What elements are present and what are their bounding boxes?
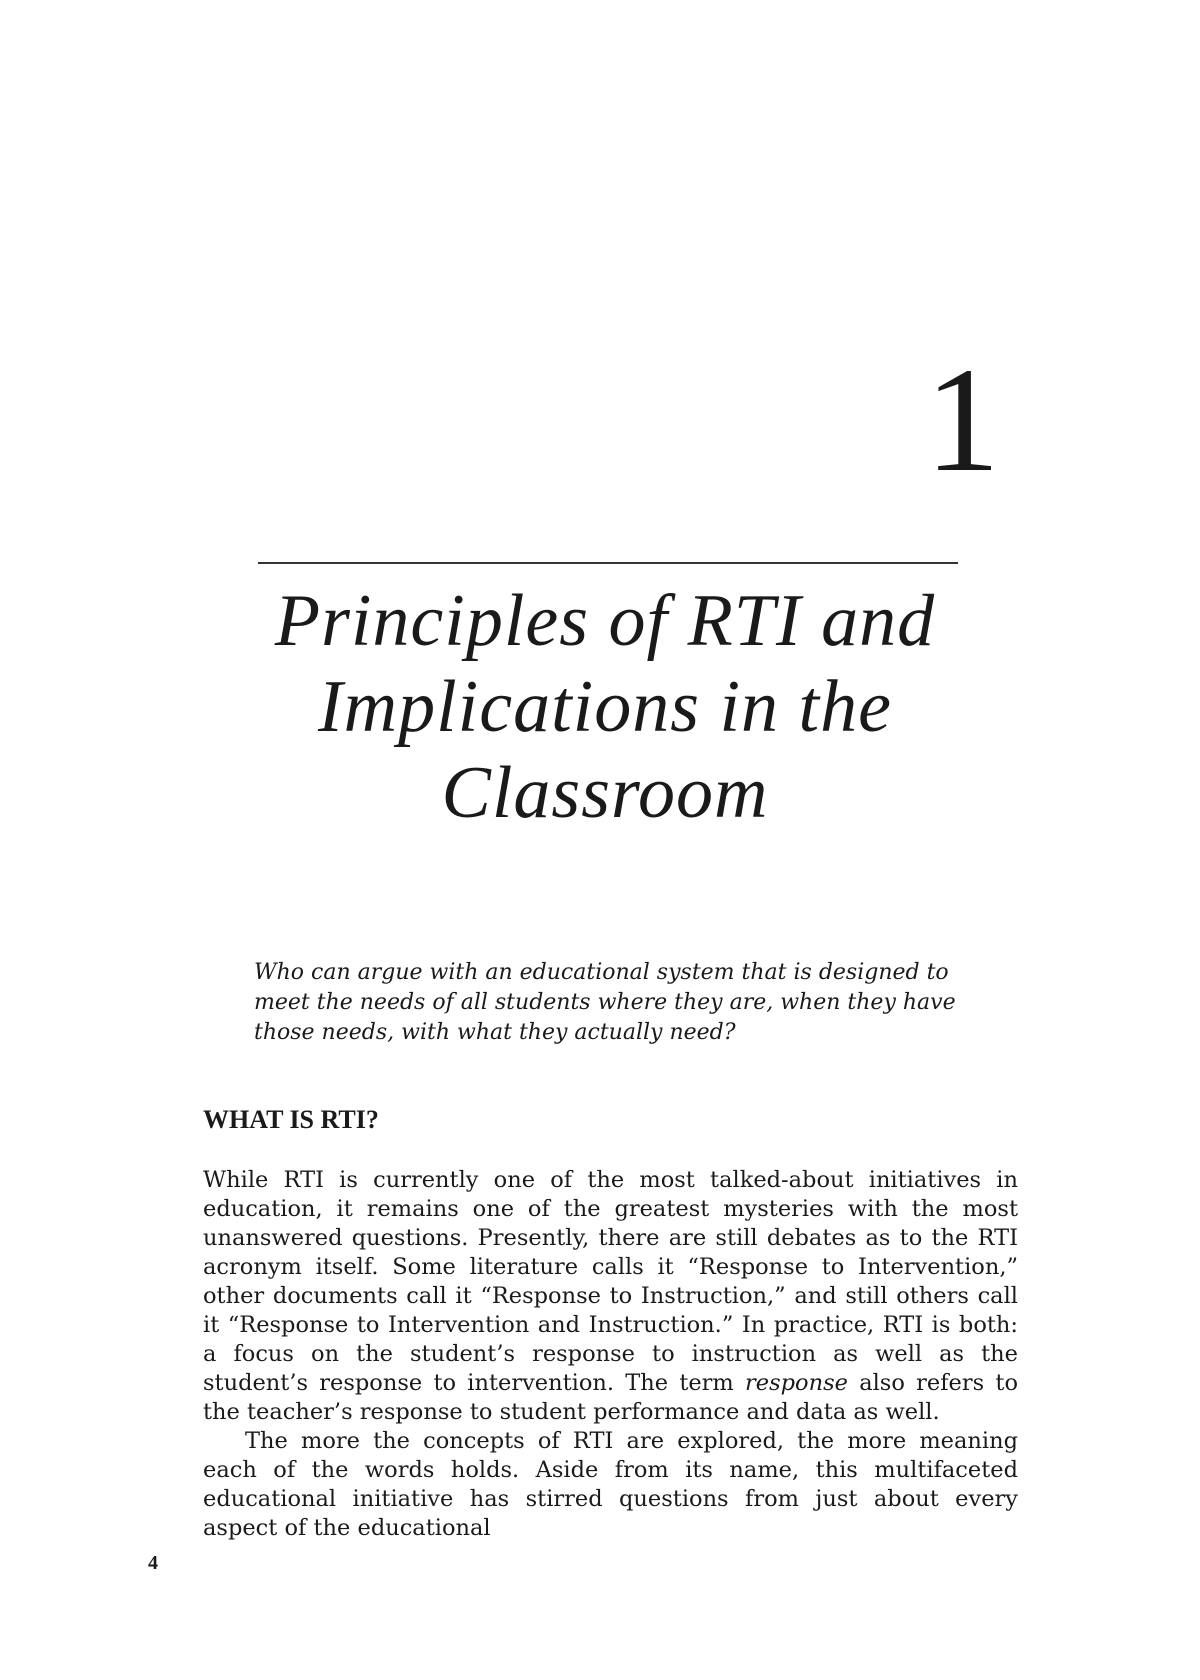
chapter-title-line-2: Implications in the bbox=[318, 666, 892, 748]
body-text bbox=[203, 1166, 1018, 1543]
paragraph-2: The more the concepts of RTI are explored, the more meaning each of the words holds. Aside from its name, this multifaceted educational initiative has stirred questions from just about every aspect of the educational bbox=[203, 1428, 1018, 1541]
paragraph-1-term: response bbox=[745, 1370, 848, 1396]
paragraph-1-text-before: While RTI is currently one of the most talked-about initiatives in education, it remains one of the greatest mysteries with the most unanswered questions. Presently, there are still debates as to the RTI acronym itself. Some literature calls it “Response to Intervention,” other documents call it “Response to Instruction,” and still others call it “Response to Intervention and Instruction.” In practice, RTI is both: a focus on the student’s response to instruction as well as the student’s response to intervention. The term bbox=[203, 1167, 1018, 1396]
chapter-title bbox=[220, 578, 990, 836]
chapter-title-line-1: Principles of RTI and bbox=[274, 580, 936, 662]
paragraph-1 bbox=[203, 1166, 1018, 1427]
section-heading: WHAT IS RTI? bbox=[203, 1105, 379, 1134]
title-rule bbox=[258, 562, 958, 564]
paragraph-1-text-after: also refers to the teacher’s response to student performance and data as well. bbox=[203, 1370, 1018, 1425]
chapter-number: 1 bbox=[925, 337, 1000, 503]
chapter-title-line-3: Classroom bbox=[441, 752, 769, 834]
epigraph: Who can argue with an educational system that is designed to meet the needs of all students where they are, when they have those needs, with what they actually need? bbox=[254, 960, 956, 1045]
page-number: 4 bbox=[148, 1552, 158, 1574]
